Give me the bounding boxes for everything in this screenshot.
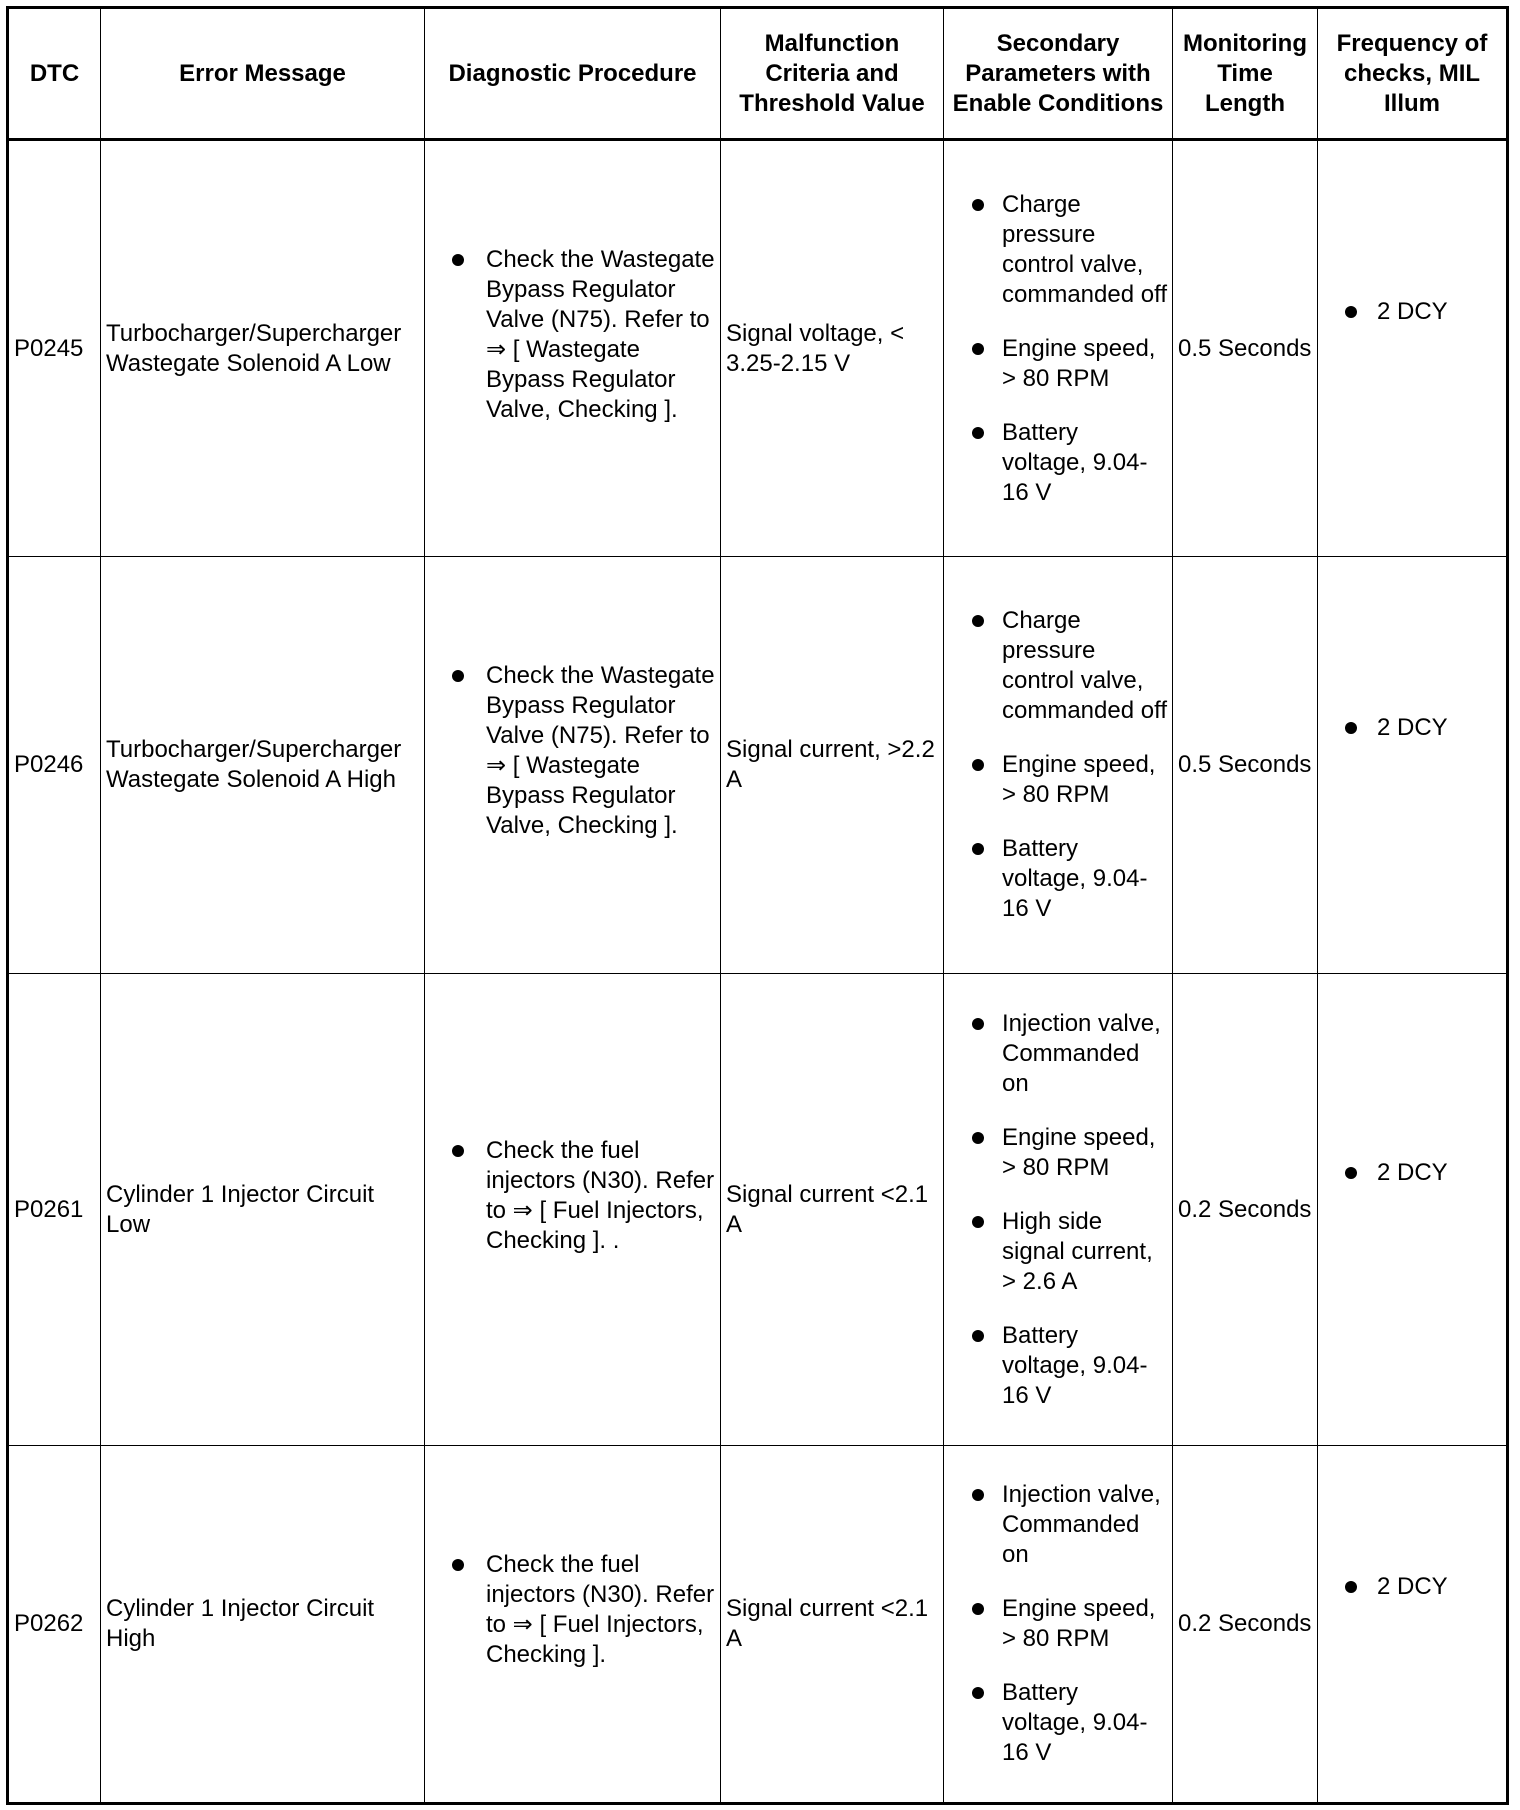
secondary-parameter [949,1207,1167,1297]
secondary-parameter-text: Battery voltage, 9.04-16 V [1002,1321,1148,1409]
bullet-icon [1345,306,1357,318]
bullet-icon [452,1559,464,1571]
bullet-icon [452,1145,464,1157]
bullet-icon [972,1018,984,1030]
frequency-text: 2 DCY [1377,1158,1448,1186]
secondary-parameter [949,1480,1167,1570]
header-diagnostic-procedure: Diagnostic Procedure [425,8,721,140]
frequency-text: 2 DCY [1377,714,1448,741]
bullet-icon [1345,722,1357,734]
bullet-icon [972,1132,984,1144]
diagnostic-step-text: Check the Wastegate Bypass Regulator Valve (N75). Refer to ⇒ [ Wastegate Bypass Regulator Valve, Checking ]. [486,245,715,423]
frequency-item [1323,1572,1501,1602]
monitoring-time: 0.5 Seconds [1173,140,1318,557]
diagnostic-step-text: Check the fuel injectors (N30). Refer to ⇒ [ Fuel Injectors, Checking ]. [486,1551,715,1668]
error-message: Cylinder 1 Injector Circuit High [101,1446,425,1804]
bullet-icon [972,759,984,771]
bullet-icon [972,343,984,355]
secondary-parameter [949,1009,1167,1099]
secondary-parameter [949,750,1167,810]
secondary-parameter-text: Engine speed, > 80 RPM [1002,334,1156,392]
secondary-parameter-text: Battery voltage, 9.04-16 V [1002,418,1148,506]
secondary-parameter-text: Charge pressure control valve, commanded off [1002,190,1167,308]
dtc-table-sheet [6,6,1506,1804]
secondary-parameter-text: Engine speed, > 80 RPM [1002,751,1156,808]
diagnostic-procedure [425,557,721,974]
error-message: Cylinder 1 Injector Circuit Low [101,974,425,1446]
secondary-parameter-text: Engine speed, > 80 RPM [1002,1123,1156,1181]
bullet-icon [972,615,984,627]
secondary-parameters [944,1446,1173,1804]
table-row [8,1446,1508,1804]
diagnostic-step-text: Check the fuel injectors (N30). Refer to ⇒ [ Fuel Injectors, Checking ]. . [486,1136,715,1254]
frequency-item [1323,713,1501,743]
secondary-parameter [949,1321,1167,1411]
secondary-parameter [949,1678,1167,1768]
secondary-parameters [944,974,1173,1446]
frequency [1318,557,1508,974]
diagnostic-step [430,245,715,425]
header-secondary-parameters: Secondary Parameters with Enable Conditions [944,8,1173,140]
frequency-item [1323,297,1501,327]
secondary-parameters [944,140,1173,557]
frequency [1318,974,1508,1446]
header-monitoring-time: Monitoring Time Length [1173,8,1318,140]
bullet-icon [972,1489,984,1501]
table-row [8,140,1508,557]
secondary-parameter-text: High side signal current, > 2.6 A [1002,1207,1153,1295]
header-row [8,8,1508,140]
bullet-icon [972,1687,984,1699]
diagnostic-procedure [425,1446,721,1804]
frequency [1318,1446,1508,1804]
table-row [8,974,1508,1446]
secondary-parameter [949,418,1167,508]
secondary-parameter [949,190,1167,310]
bullet-icon [452,670,464,682]
diagnostic-step [430,1136,715,1256]
secondary-parameter [949,1594,1167,1654]
frequency [1318,140,1508,557]
bullet-icon [1345,1581,1357,1593]
malfunction-criteria: Signal voltage, < 3.25-2.15 V [721,140,944,557]
bullet-icon [972,1330,984,1342]
bullet-icon [1345,1167,1357,1179]
secondary-parameter-text: Injection valve, Commanded on [1002,1481,1161,1568]
diagnostic-procedure [425,974,721,1446]
secondary-parameter-text: Battery voltage, 9.04-16 V [1002,835,1148,922]
diagnostic-step-text: Check the Wastegate Bypass Regulator Valve (N75). Refer to ⇒ [ Wastegate Bypass Regulator Valve, Checking ]. [486,662,715,839]
secondary-parameters [944,557,1173,974]
error-message: Turbocharger/Supercharger Wastegate Solenoid A Low [101,140,425,557]
secondary-parameter-text: Injection valve, Commanded on [1002,1009,1161,1097]
monitoring-time: 0.2 Seconds [1173,1446,1318,1804]
bullet-icon [452,254,464,266]
header-error-message: Error Message [101,8,425,140]
header-dtc: DTC [8,8,101,140]
header-malfunction-criteria: Malfunction Criteria and Threshold Value [721,8,944,140]
error-message: Turbocharger/Supercharger Wastegate Solenoid A High [101,557,425,974]
diagnostic-procedure [425,140,721,557]
bullet-icon [972,1216,984,1228]
dtc-code: P0261 [8,974,101,1446]
bullet-icon [972,427,984,439]
frequency-text: 2 DCY [1377,1573,1448,1600]
diagnostic-step [430,661,715,841]
frequency-item [1323,1158,1501,1188]
bullet-icon [972,843,984,855]
secondary-parameter [949,334,1167,394]
dtc-code: P0262 [8,1446,101,1804]
malfunction-criteria: Signal current <2.1 A [721,1446,944,1804]
dtc-code: P0245 [8,140,101,557]
secondary-parameter [949,1123,1167,1183]
secondary-parameter-text: Charge pressure control valve, commanded off [1002,607,1167,724]
monitoring-time: 0.5 Seconds [1173,557,1318,974]
table-row [8,557,1508,974]
header-frequency: Frequency of checks, MIL Illum [1318,8,1508,140]
malfunction-criteria: Signal current, >2.2 A [721,557,944,974]
secondary-parameter-text: Battery voltage, 9.04-16 V [1002,1679,1148,1766]
diagnostic-step [430,1550,715,1670]
secondary-parameter [949,834,1167,924]
dtc-table [6,6,1509,1805]
monitoring-time: 0.2 Seconds [1173,974,1318,1446]
bullet-icon [972,199,984,211]
malfunction-criteria: Signal current <2.1 A [721,974,944,1446]
bullet-icon [972,1603,984,1615]
secondary-parameter-text: Engine speed, > 80 RPM [1002,1595,1156,1652]
secondary-parameter [949,606,1167,726]
dtc-code: P0246 [8,557,101,974]
frequency-text: 2 DCY [1377,297,1448,325]
